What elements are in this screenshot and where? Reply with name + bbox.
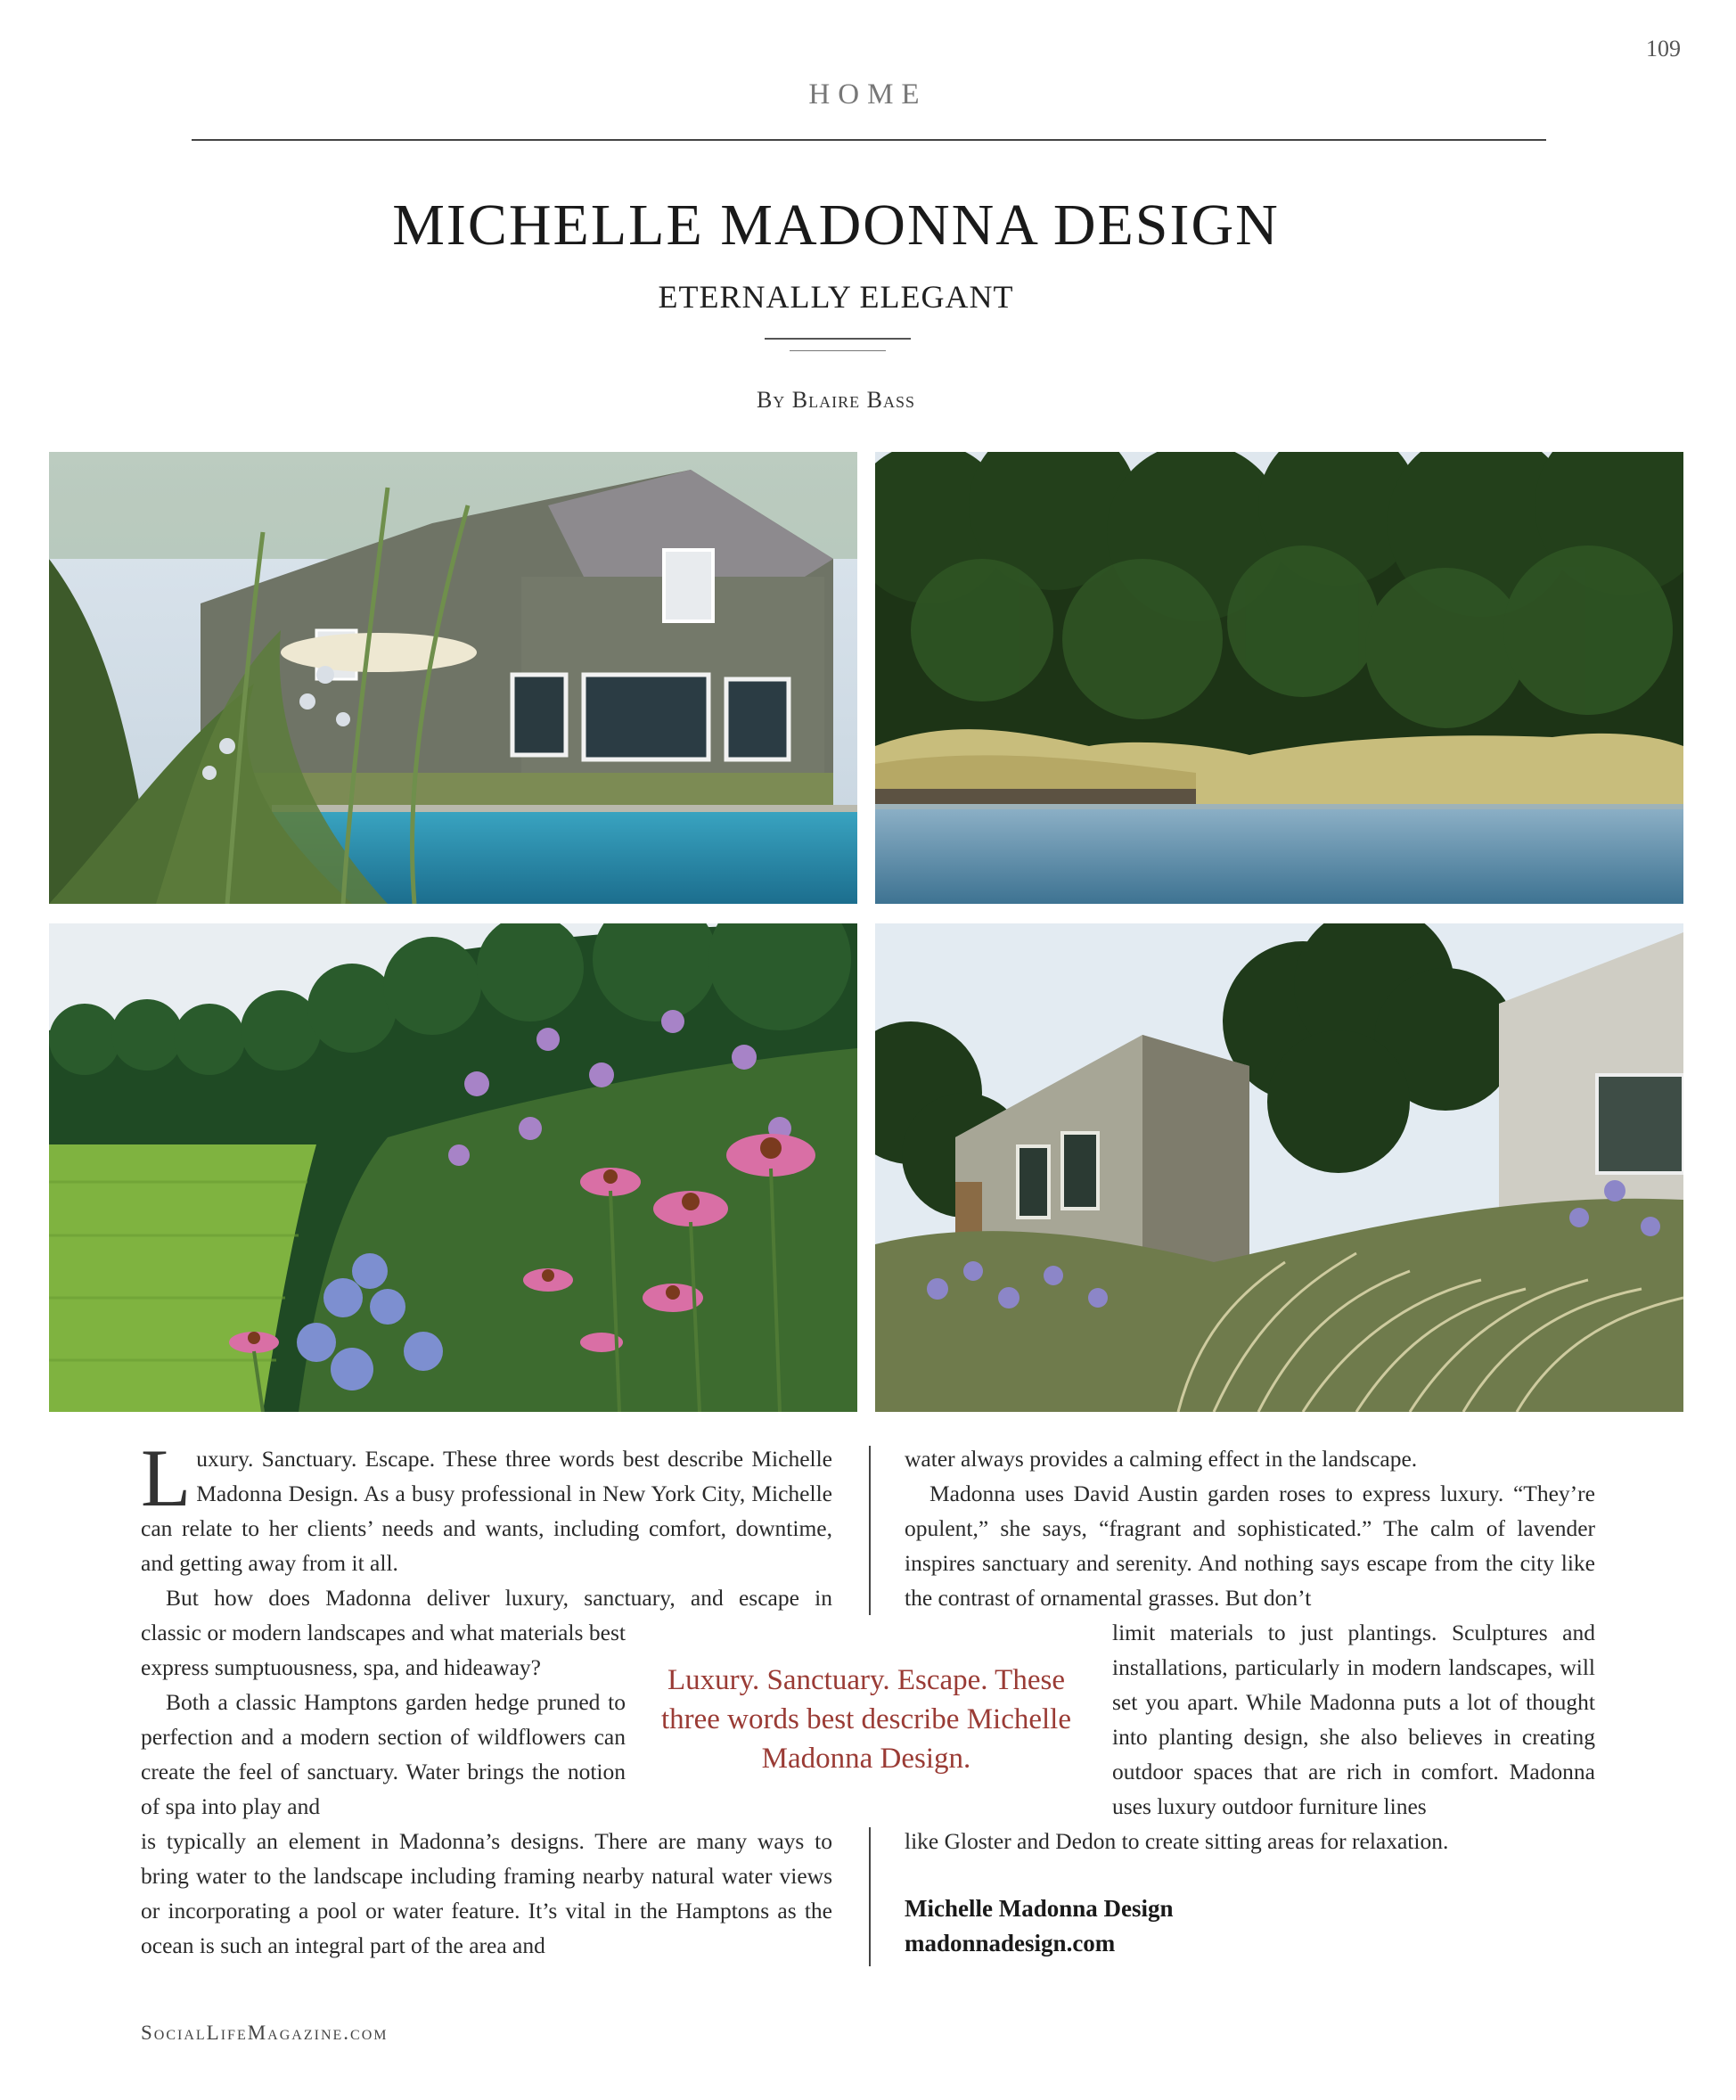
paragraph-2-end: classic or modern landscapes and what materials best express sumptuousness, spa, and hideaway? bbox=[141, 1620, 626, 1680]
byline: By Blaire Bass bbox=[756, 387, 916, 413]
paragraph-3-start: Both a classic Hamptons garden hedge pruned to perfection and a modern section of wildflowers can create the feel of sanctuary. Water brings the notion of spa into play and bbox=[141, 1689, 626, 1819]
paragraph-4: water always provides a calming effect in the landscape. bbox=[905, 1446, 1418, 1472]
pull-quote: Luxury. Sanctuary. Escape. These three words best describe Michelle Madonna Design. bbox=[660, 1664, 1071, 1775]
article-title: MICHELLE MADONNA DESIGN bbox=[392, 193, 1280, 258]
paragraph-2-start: But how does Madonna deliver luxury, sanctuary, and escape in bbox=[166, 1585, 832, 1611]
column-divider-top bbox=[869, 1446, 871, 1615]
title-ornament-rule bbox=[765, 338, 911, 340]
photo-flower-border bbox=[49, 923, 857, 1412]
paragraph-5-middle: limit materials to just plantings. Sculptures and installations, particularly in modern landscapes, will set you apart. While Madonna puts a lot of thought into planting design, she also believes in creating outdoor spaces that are rich in comfort. Madonna uses luxury outdoor furniture lines bbox=[1112, 1620, 1595, 1819]
footer-site: SocialLifeMagazine.com bbox=[141, 2022, 389, 2044]
photo-modern-house bbox=[875, 923, 1683, 1412]
section-label: HOME bbox=[808, 78, 928, 111]
article-subtitle: ETERNALLY ELEGANT bbox=[658, 279, 1014, 315]
article-column-right-bottom bbox=[905, 1824, 1595, 1858]
article-column-left-bottom bbox=[141, 1824, 832, 1963]
header-rule bbox=[192, 139, 1546, 141]
article-column-left-narrow bbox=[141, 1615, 626, 1824]
page-number: 109 bbox=[1646, 36, 1681, 62]
credit-url[interactable]: madonnadesign.com bbox=[905, 1930, 1116, 1956]
credit-name: Michelle Madonna Design bbox=[905, 1895, 1174, 1922]
column-divider-bottom bbox=[869, 1827, 871, 1966]
paragraph-3-end: is typically an element in Madonna’s designs. There are many ways to bring water to the landscape including framing nearby natural water views or incorporating a pool or water feature. It’s vital in the Hamptons as the ocean is such an integral part of the area and bbox=[141, 1828, 832, 1958]
article-column-right-narrow bbox=[1112, 1615, 1595, 1824]
paragraph-1: uxury. Sanctuary. Escape. These three words best describe Michelle Madonna Design. As a busy professional in New York City, Michelle can relate to her clients’ needs and wants, including comfort, downtime, and getting away from it all. bbox=[141, 1446, 832, 1576]
paragraph-5-start: Madonna uses David Austin garden roses to express luxury. “They’re opulent,” she says, “fragrant and sophisticated.” The calm of lavender inspires sanctuary and serenity. And nothing says escape from the city like the contrast of ornamental grasses. But don’t bbox=[905, 1481, 1595, 1611]
article-column-right-top bbox=[905, 1441, 1595, 1615]
drop-cap: L bbox=[141, 1432, 192, 1523]
paragraph-5-end: like Gloster and Dedon to create sitting areas for relaxation. bbox=[905, 1828, 1449, 1854]
photo-house-with-pool bbox=[49, 452, 857, 904]
photo-infinity-pool bbox=[875, 452, 1683, 904]
title-ornament-rule-short bbox=[790, 350, 886, 351]
article-column-left-top bbox=[141, 1432, 832, 1615]
